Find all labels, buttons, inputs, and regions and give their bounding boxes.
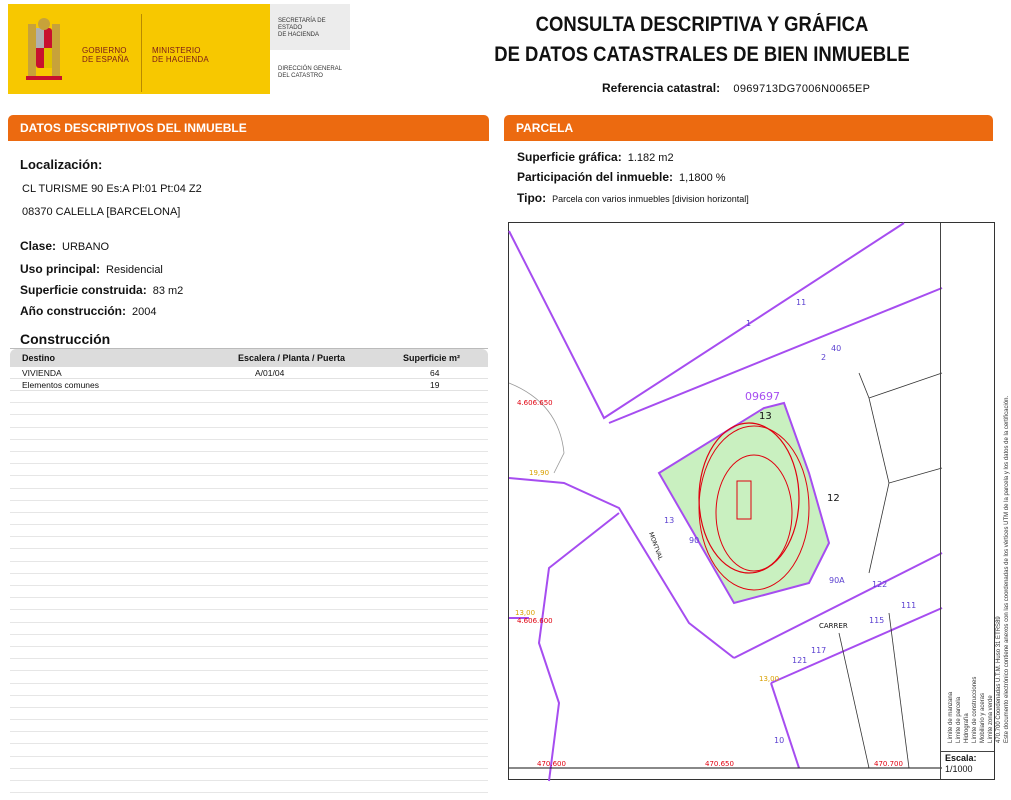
- participacion-row: Participación del inmueble: 1,1800 %: [517, 170, 726, 184]
- empty-table-row: [10, 696, 488, 708]
- map-legend: [940, 223, 1010, 753]
- map-label: 4.606.600: [517, 617, 553, 625]
- map-label: 470.650: [705, 760, 734, 768]
- empty-table-row: [10, 562, 488, 574]
- localizacion-line2: 08370 CALELLA [BARCELONA]: [22, 206, 181, 218]
- empty-table-row: [10, 489, 488, 501]
- ref-label: Referencia catastral:: [602, 81, 721, 95]
- coat-of-arms-icon: [22, 16, 66, 88]
- empty-table-row: [10, 452, 488, 464]
- table-header: [10, 349, 488, 367]
- table-row: VIVIENDA A/01/04 64: [10, 367, 488, 379]
- empty-table-row: [10, 684, 488, 696]
- empty-table-row: [10, 769, 488, 781]
- gobierno-text: GOBIERNO DE ESPAÑA: [82, 46, 129, 64]
- empty-table-row: [10, 574, 488, 586]
- col-destino: Destino: [22, 353, 56, 363]
- map-drawing: [509, 223, 942, 781]
- empty-table-row: [10, 391, 488, 403]
- escala-label: Escala:: [945, 753, 977, 763]
- direccion-text: DIRECCIÓN GENERAL DEL CATASTRO: [278, 66, 343, 79]
- map-label: 13,00: [515, 609, 536, 617]
- document-title: CONSULTA DESCRIPTIVA Y GRÁFICA DE DATOS CATASTRALES DE BIEN INMUEBLE: [494, 13, 910, 66]
- empty-table-row: [10, 513, 488, 525]
- parcel-id-label: 09697: [745, 390, 780, 403]
- empty-table-row: [10, 415, 488, 427]
- construccion-title: Construcción: [20, 331, 111, 347]
- empty-table-row: [10, 757, 488, 769]
- superficie-grafica-row: Superficie gráfica: 1.182 m2: [517, 150, 674, 164]
- map-label: 90A: [829, 576, 845, 585]
- map-label: 115: [869, 616, 885, 625]
- map-label: 19,90: [529, 469, 550, 477]
- map-label: 4.606.650: [517, 399, 553, 407]
- empty-table-row: [10, 428, 488, 440]
- map-label: 13,00: [759, 675, 780, 683]
- map-label: 122: [872, 580, 888, 589]
- map-label: CARRER: [819, 622, 848, 630]
- map-label: 111: [901, 601, 917, 610]
- secretaria-text: SECRETARÍA DE ESTADO DE HACIENDA: [278, 18, 326, 38]
- empty-table-row: [10, 708, 488, 720]
- empty-table-row: [10, 586, 488, 598]
- uso-row: Uso principal: Residencial: [20, 262, 163, 276]
- superficie-row: Superficie construida: 83 m2: [20, 283, 184, 297]
- parcela-header: PARCELA: [504, 115, 993, 141]
- map-label: 13: [664, 516, 675, 525]
- map-label: 11: [796, 298, 807, 307]
- map-label: 2: [821, 353, 827, 362]
- map-label: 40: [831, 344, 842, 353]
- gobierno-logo: [8, 4, 270, 94]
- scale-box: [940, 751, 994, 779]
- secretaria-block: [270, 4, 350, 94]
- legend-text: Límite de manzana Límite de parcela Hidrografía Límite de construcciones Mobiliario y aceras Límite zona verde 470.700 Coordenadas U.T.M. Huso 31 ETRS89 Este documento electrónico contiene anexos con las coordenadas de los vértices UTM de la parcela y los datos de la certificación.: [948, 395, 1010, 743]
- map-label: 470.700: [874, 760, 903, 768]
- anio-row: Año construcción: 2004: [20, 304, 157, 318]
- empty-table-row: [10, 744, 488, 756]
- empty-table-row: [10, 732, 488, 744]
- referencia-catastral: [602, 81, 870, 95]
- table-row: Elementos comunes 19: [10, 379, 488, 391]
- tipo-row: Tipo: Parcela con varios inmuebles [division horizontal]: [517, 191, 749, 205]
- empty-table-row: [10, 635, 488, 647]
- map-label: 1: [746, 319, 752, 328]
- empty-table-row: [10, 440, 488, 452]
- map-label: 12: [827, 493, 840, 504]
- empty-table-row: [10, 781, 488, 793]
- ministerio-text: MINISTERIO DE HACIENDA: [152, 46, 209, 64]
- empty-rows: [10, 391, 488, 793]
- localizacion-label: Localización:: [20, 157, 103, 172]
- empty-table-row: [10, 501, 488, 513]
- logo-divider: [141, 14, 142, 92]
- empty-table-row: [10, 659, 488, 671]
- clase-row: Clase: URBANO: [20, 239, 110, 253]
- map-label: 13: [759, 411, 772, 422]
- localizacion-line1: CL TURISME 90 Es:A Pl:01 Pt:04 Z2: [22, 183, 202, 195]
- empty-table-row: [10, 647, 488, 659]
- empty-table-row: [10, 464, 488, 476]
- empty-table-row: [10, 720, 488, 732]
- datos-descriptivos-header: DATOS DESCRIPTIVOS DEL INMUEBLE: [8, 115, 489, 141]
- empty-table-row: [10, 403, 488, 415]
- empty-table-row: [10, 549, 488, 561]
- empty-table-row: [10, 598, 488, 610]
- empty-table-row: [10, 671, 488, 683]
- map-label: 117: [811, 646, 827, 655]
- map-label: 470.600: [537, 760, 566, 768]
- col-superficie: Superficie m²: [403, 353, 461, 363]
- map-label: 121: [792, 656, 808, 665]
- map-label: MONTVAL: [647, 531, 664, 562]
- empty-table-row: [10, 537, 488, 549]
- col-epp: Escalera / Planta / Puerta: [238, 353, 346, 363]
- map-label: 90: [689, 536, 700, 545]
- empty-table-row: [10, 476, 488, 488]
- ref-value: 0969713DG7006N0065EP: [733, 83, 871, 95]
- cadastral-map[interactable]: [508, 222, 1010, 780]
- map-label: 10: [774, 736, 785, 745]
- empty-table-row: [10, 623, 488, 635]
- escala-value: 1/1000: [945, 764, 973, 774]
- construccion-table: [10, 348, 488, 800]
- empty-table-row: [10, 610, 488, 622]
- empty-table-row: [10, 525, 488, 537]
